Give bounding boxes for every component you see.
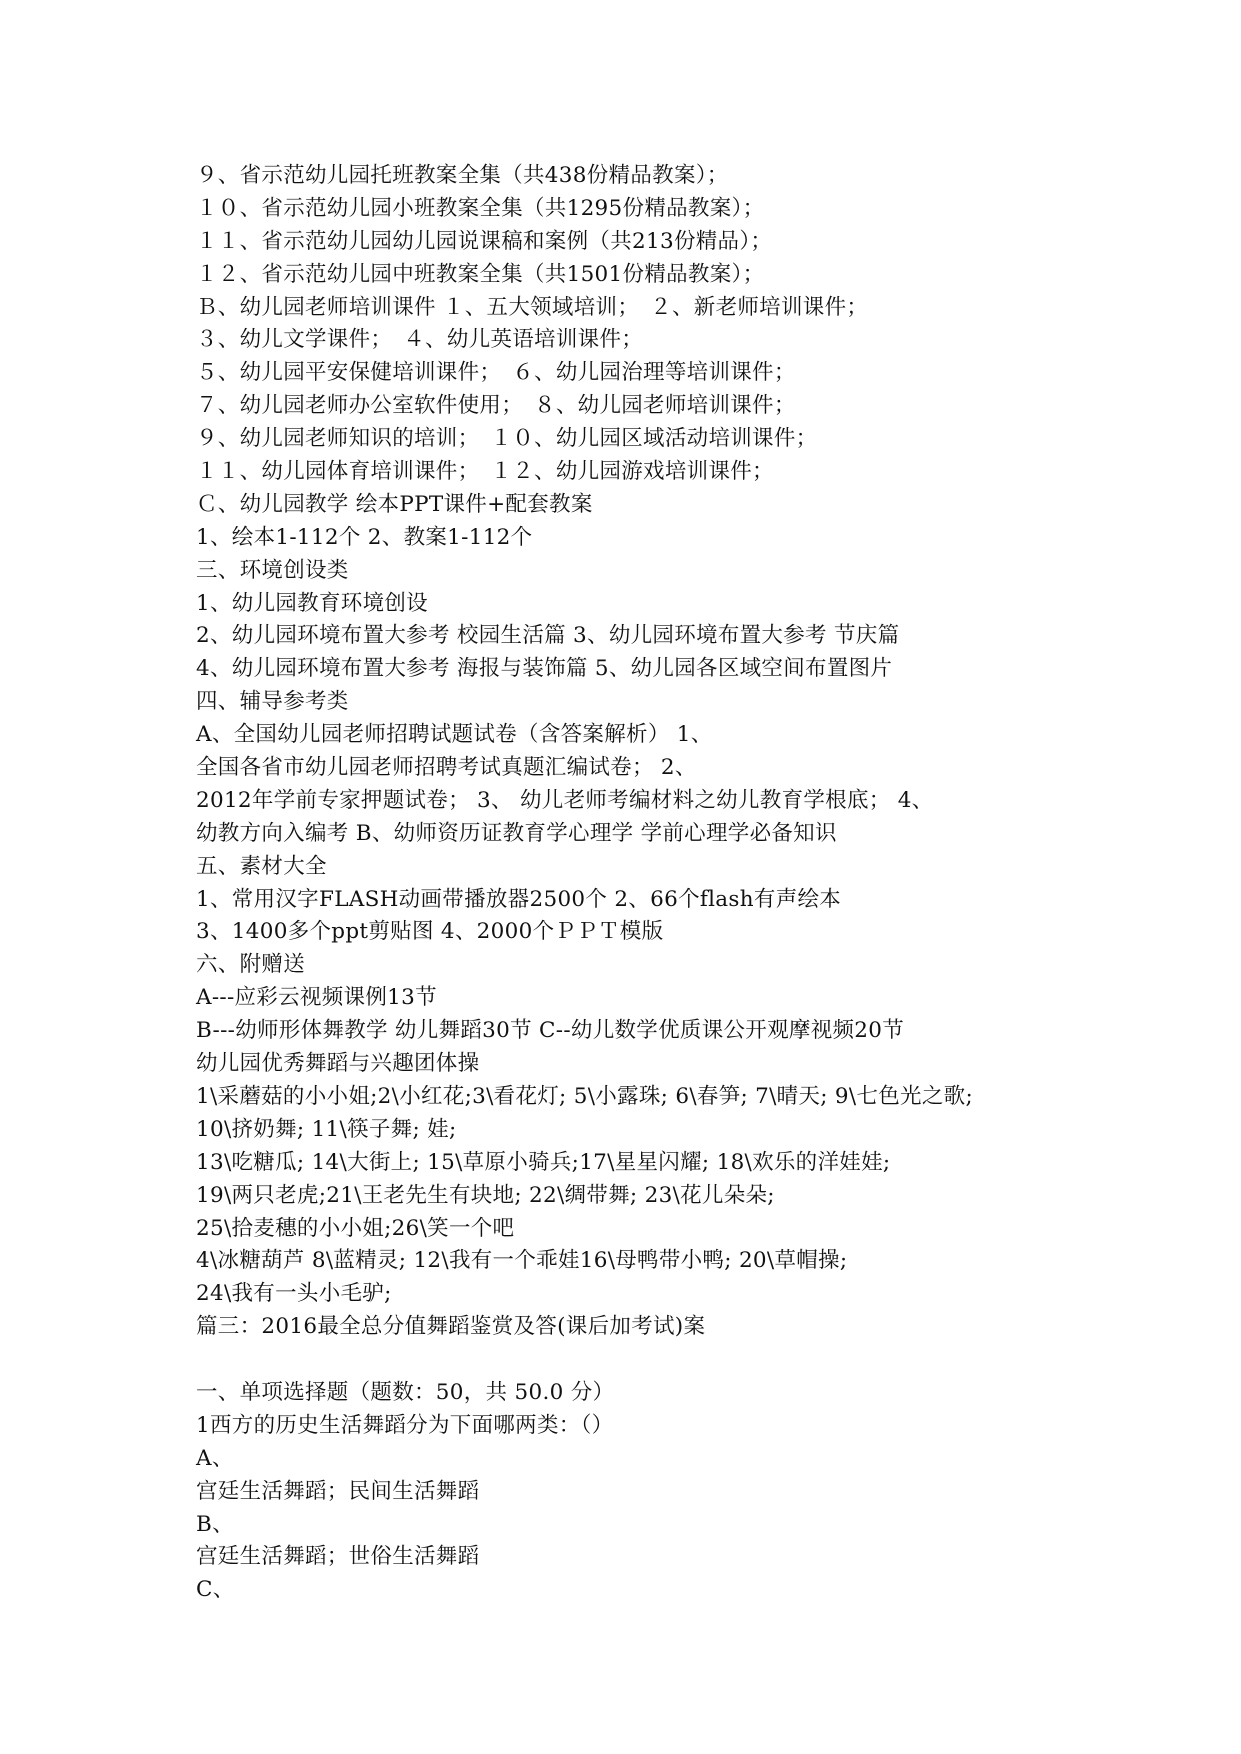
option-label: C、 bbox=[196, 1577, 235, 1603]
text-line: ５、幼儿园平安保健培训课件； ６、幼儿园治理等培训课件； bbox=[196, 360, 796, 386]
text-line: 全国各省市幼儿园老师招聘考试真题汇编试卷； 2、 bbox=[196, 755, 697, 781]
text-line: 4、幼儿园环境布置大参考 海报与装饰篇 5、幼儿园各区域空间布置图片 bbox=[196, 656, 893, 682]
text-line: ９、幼儿园老师知识的培训； １０、幼儿园区域活动培训课件； bbox=[196, 426, 818, 452]
text-line: 1、常用汉字FLASH动画带播放器2500个 2、66个flash有声绘本 bbox=[196, 886, 842, 912]
text-line: 4\冰糖葫芦 8\蓝精灵; 12\我有一个乖娃16\母鸭带小鸭; 20\草帽操; bbox=[196, 1248, 848, 1274]
text-line: １１、幼儿园体育培训课件； １２、幼儿园游戏培训课件； bbox=[196, 459, 774, 485]
text-line: 10\挤奶舞; 11\筷子舞; 娃; bbox=[196, 1116, 457, 1142]
question-section-heading: 一、单项选择题（题数：50，共 50.0 分） bbox=[196, 1379, 615, 1405]
text-line: B---幼师形体舞教学 幼儿舞蹈30节 C--幼儿数学优质课公开观摩视频20节 bbox=[196, 1018, 905, 1044]
text-line: 2012年学前专家押题试卷； 3、 幼儿老师考编材料之幼儿教育学根底； 4、 bbox=[196, 787, 934, 813]
text-line: １１、省示范幼儿园幼儿园说课稿和案例（共213份精品）； bbox=[196, 228, 773, 254]
text-line: 24\我有一头小毛驴; bbox=[196, 1281, 392, 1307]
section-heading: 六、附赠送 bbox=[196, 952, 306, 978]
option-label: A、 bbox=[196, 1445, 234, 1471]
option-label: B、 bbox=[196, 1511, 234, 1537]
section-heading: 五、素材大全 bbox=[196, 853, 327, 879]
blank-line bbox=[196, 1344, 1056, 1377]
text-line: Ｂ、幼儿园老师培训课件 １、五大领域培训； ２、新老师培训课件； bbox=[196, 294, 869, 320]
text-line: 1\采蘑菇的小小姐;2\小红花;3\看花灯; 5\小露珠; 6\春笋; 7\晴天; 9\七色光之歌; bbox=[196, 1083, 974, 1109]
text-line: A---应彩云视频课例13节 bbox=[196, 985, 437, 1011]
text-line: Ｃ、幼儿园教学 绘本PPT课件+配套教案 bbox=[196, 491, 593, 517]
text-line: A、全国幼儿园老师招聘试题试卷（含答案解析） 1、 bbox=[196, 722, 713, 748]
text-line: 幼儿园优秀舞蹈与兴趣团体操 bbox=[196, 1051, 480, 1077]
text-line: 25\拾麦穗的小小姐;26\笑一个吧 bbox=[196, 1215, 515, 1241]
section-heading: 三、环境创设类 bbox=[196, 557, 349, 583]
article-title: 篇三：2016最全总分值舞蹈鉴赏及答(课后加考试)案 bbox=[196, 1314, 706, 1340]
text-line: 1、绘本1-112个 2、教案1-112个 bbox=[196, 524, 533, 550]
text-line: １０、省示范幼儿园小班教案全集（共1295份精品教案）； bbox=[196, 195, 765, 221]
text-line: ３、幼儿文学课件； ４、幼儿英语培训课件； bbox=[196, 327, 644, 353]
text-line: 2、幼儿园环境布置大参考 校园生活篇 3、幼儿园环境布置大参考 节庆篇 bbox=[196, 623, 900, 649]
document-body bbox=[196, 160, 1056, 1607]
text-line: ９、省示范幼儿园托班教案全集（共438份精品教案）； bbox=[196, 163, 729, 188]
option-text: 宫廷生活舞蹈；民间生活舞蹈 bbox=[196, 1478, 480, 1504]
text-line: 13\吃糖瓜; 14\大街上; 15\草原小骑兵;17\星星闪耀; 18\欢乐的洋娃娃; bbox=[196, 1149, 891, 1175]
text-line: 19\两只老虎;21\王老先生有块地; 22\绸带舞; 23\花儿朵朵; bbox=[196, 1182, 775, 1208]
question-text: 1西方的历史生活舞蹈分为下面哪两类：（） bbox=[196, 1412, 614, 1438]
option-text: 宫廷生活舞蹈；世俗生活舞蹈 bbox=[196, 1544, 480, 1570]
section-heading: 四、辅导参考类 bbox=[196, 689, 349, 715]
text-line: ７、幼儿园老师办公室软件使用； ８、幼儿园老师培训课件； bbox=[196, 393, 796, 419]
text-line: 1、幼儿园教育环境创设 bbox=[196, 590, 428, 616]
text-line: 幼教方向入编考 B、幼师资历证教育学心理学 学前心理学必备知识 bbox=[196, 820, 837, 846]
text-line: 3、1400多个ppt剪贴图 4、2000个ＰＰＴ模版 bbox=[196, 919, 664, 945]
text-line: １２、省示范幼儿园中班教案全集（共1501份精品教案）； bbox=[196, 261, 765, 287]
